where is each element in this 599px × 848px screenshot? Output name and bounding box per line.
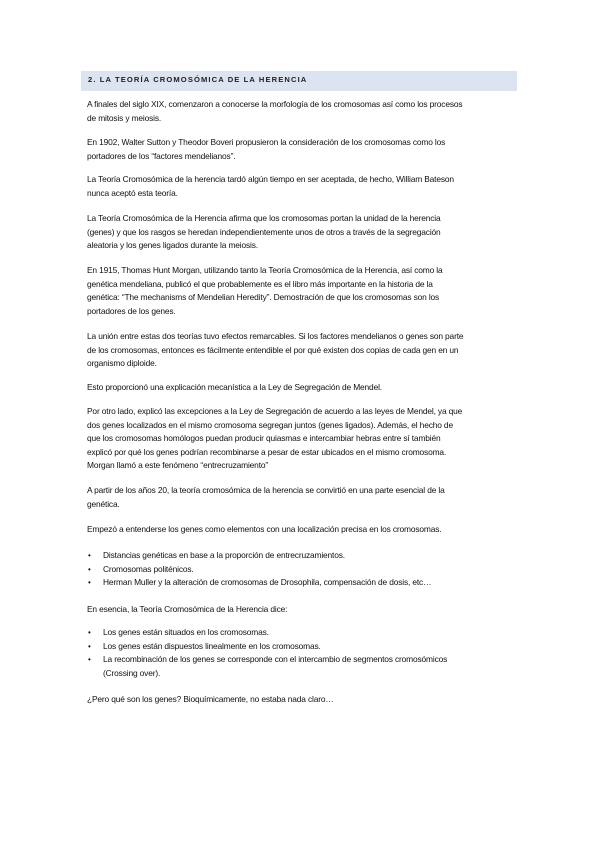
text-line: organismo diploide.: [87, 358, 157, 369]
list-item: [87, 640, 517, 654]
text-line: dos genes localizados en el mismo cromosoma segregan juntos (genes ligados). Además, el hecho de: [87, 419, 453, 430]
text-line: ¿Pero qué son los genes? Bioquímicamente, no estaba nada claro…: [87, 694, 334, 704]
text-line: portadores de los genes.: [87, 305, 176, 316]
bullet-icon: •: [88, 578, 91, 588]
paragraph: [87, 484, 517, 511]
text-line: portadores de los “factores mendelianos”.: [87, 150, 236, 161]
text-line: que los cromosomas homólogos puedan producir quiasmas e intercambiar hebras entre sí también: [87, 433, 441, 444]
text-line: explicó por qué los genes podrían recombinarse a pesar de estar ubicados en el mismo cromosoma.: [87, 446, 447, 457]
paragraph: [87, 330, 517, 371]
text-line: La unión entre estas dos teorías tuvo efectos remarcables. Si los factores mendelianos o genes son parte: [87, 331, 464, 341]
paragraph: [87, 173, 517, 200]
bullet-icon: •: [88, 564, 91, 574]
text-line: genética mendeliana, publicó el que probablemente es el libro más importante en la historia de la: [87, 278, 433, 289]
list-item: [87, 549, 517, 563]
text-line: La Teoría Cromosómica de la Herencia afirma que los cromosomas portan la unidad de la herencia: [87, 213, 441, 223]
paragraph: [87, 523, 517, 537]
list-item-text: (Crossing over).: [103, 667, 161, 678]
bullet-icon: •: [88, 628, 91, 637]
text-line: Morgan llamó a este fenómeno “entrecruzamiento”: [87, 460, 269, 471]
paragraph: [87, 212, 517, 253]
paragraph: [87, 405, 517, 473]
text-line: La Teoría Cromosómica de la herencia tardó algún tiempo en ser aceptada, de hecho, William Bateson: [87, 174, 454, 184]
list-item-text: La recombinación de los genes se corresponde con el intercambio de segmentos cromosómicos: [103, 654, 448, 665]
list-item-text: Cromosomas politénicos.: [103, 563, 194, 574]
essence-paragraph: [87, 603, 517, 617]
bullet-icon: •: [88, 655, 91, 665]
text-line: Esto proporcionó una explicación mecanística a la Ley de Segregación de Mendel.: [87, 382, 382, 392]
text-line: nunca aceptó esta teoría.: [87, 187, 178, 198]
text-line: A partir de los años 20, la teoría cromosómica de la herencia se convirtió en una parte esencial de la: [87, 485, 445, 495]
text-line: aleatoria y los genes ligados durante la meiosis.: [87, 240, 258, 251]
text-line: Empezó a entenderse los genes como elementos con una localización precisa en los cromosomas.: [87, 524, 442, 534]
text-line: En 1902, Walter Sutton y Theodor Boveri propusieron la consideración de los cromosomas como los: [87, 137, 446, 147]
text-line: En 1915, Thomas Hunt Morgan, utilizando tanto la Teoría Cromosómica de la Herencia, así como la: [87, 265, 443, 275]
theory-points-list: [87, 626, 517, 680]
text-line: A finales del siglo XIX, comenzaron a conocerse la morfología de los cromosomas así como los procesos: [87, 99, 463, 109]
text-line: (genes) y que los rasgos se heredan independientemente unos de otros a través de la segregación: [87, 226, 441, 237]
text-line: Por otro lado, explicó las excepciones a la Ley de Segregación de acuerdo a las leyes de Mendel, ya que: [87, 406, 463, 416]
section-heading: 2. LA TEORÍA CROMOSÓMICA DE LA HERENCIA: [88, 75, 308, 84]
list-item: [87, 576, 517, 590]
genetics-topics-list: [87, 549, 517, 590]
list-item-text: Herman Muller y la alteración de cromosomas de Drosophila, compensación de dosis, etc…: [103, 577, 432, 588]
bullet-icon: •: [88, 641, 91, 651]
paragraph: [87, 98, 517, 125]
paragraph: [87, 381, 517, 395]
list-item: [87, 563, 517, 577]
list-item-text: Los genes están dispuestos linealmente en los cromosomas.: [103, 640, 321, 651]
closing-paragraph: [87, 693, 517, 707]
list-item: [87, 626, 517, 640]
bullet-icon: •: [88, 551, 91, 560]
text-line: de los cromosomas, entonces es fácilmente entendible el por qué existen dos copias de cada gen en un: [87, 344, 459, 355]
text-line: genética: “The mechanisms of Mendelian Heredity”. Demostración de que los cromosomas son los: [87, 292, 440, 303]
text-line: genética.: [87, 498, 120, 509]
paragraph: [87, 136, 517, 163]
text-line: En esencia, la Teoría Cromosómica de la Herencia dice:: [87, 604, 288, 614]
paragraph: [87, 264, 517, 318]
list-item: [87, 653, 517, 680]
list-item-text: Distancias genéticas en base a la proporción de entrecruzamientos.: [103, 550, 345, 560]
list-item-text: Los genes están situados en los cromosomas.: [103, 627, 269, 637]
text-line: de mitosis y meiosis.: [87, 112, 162, 123]
